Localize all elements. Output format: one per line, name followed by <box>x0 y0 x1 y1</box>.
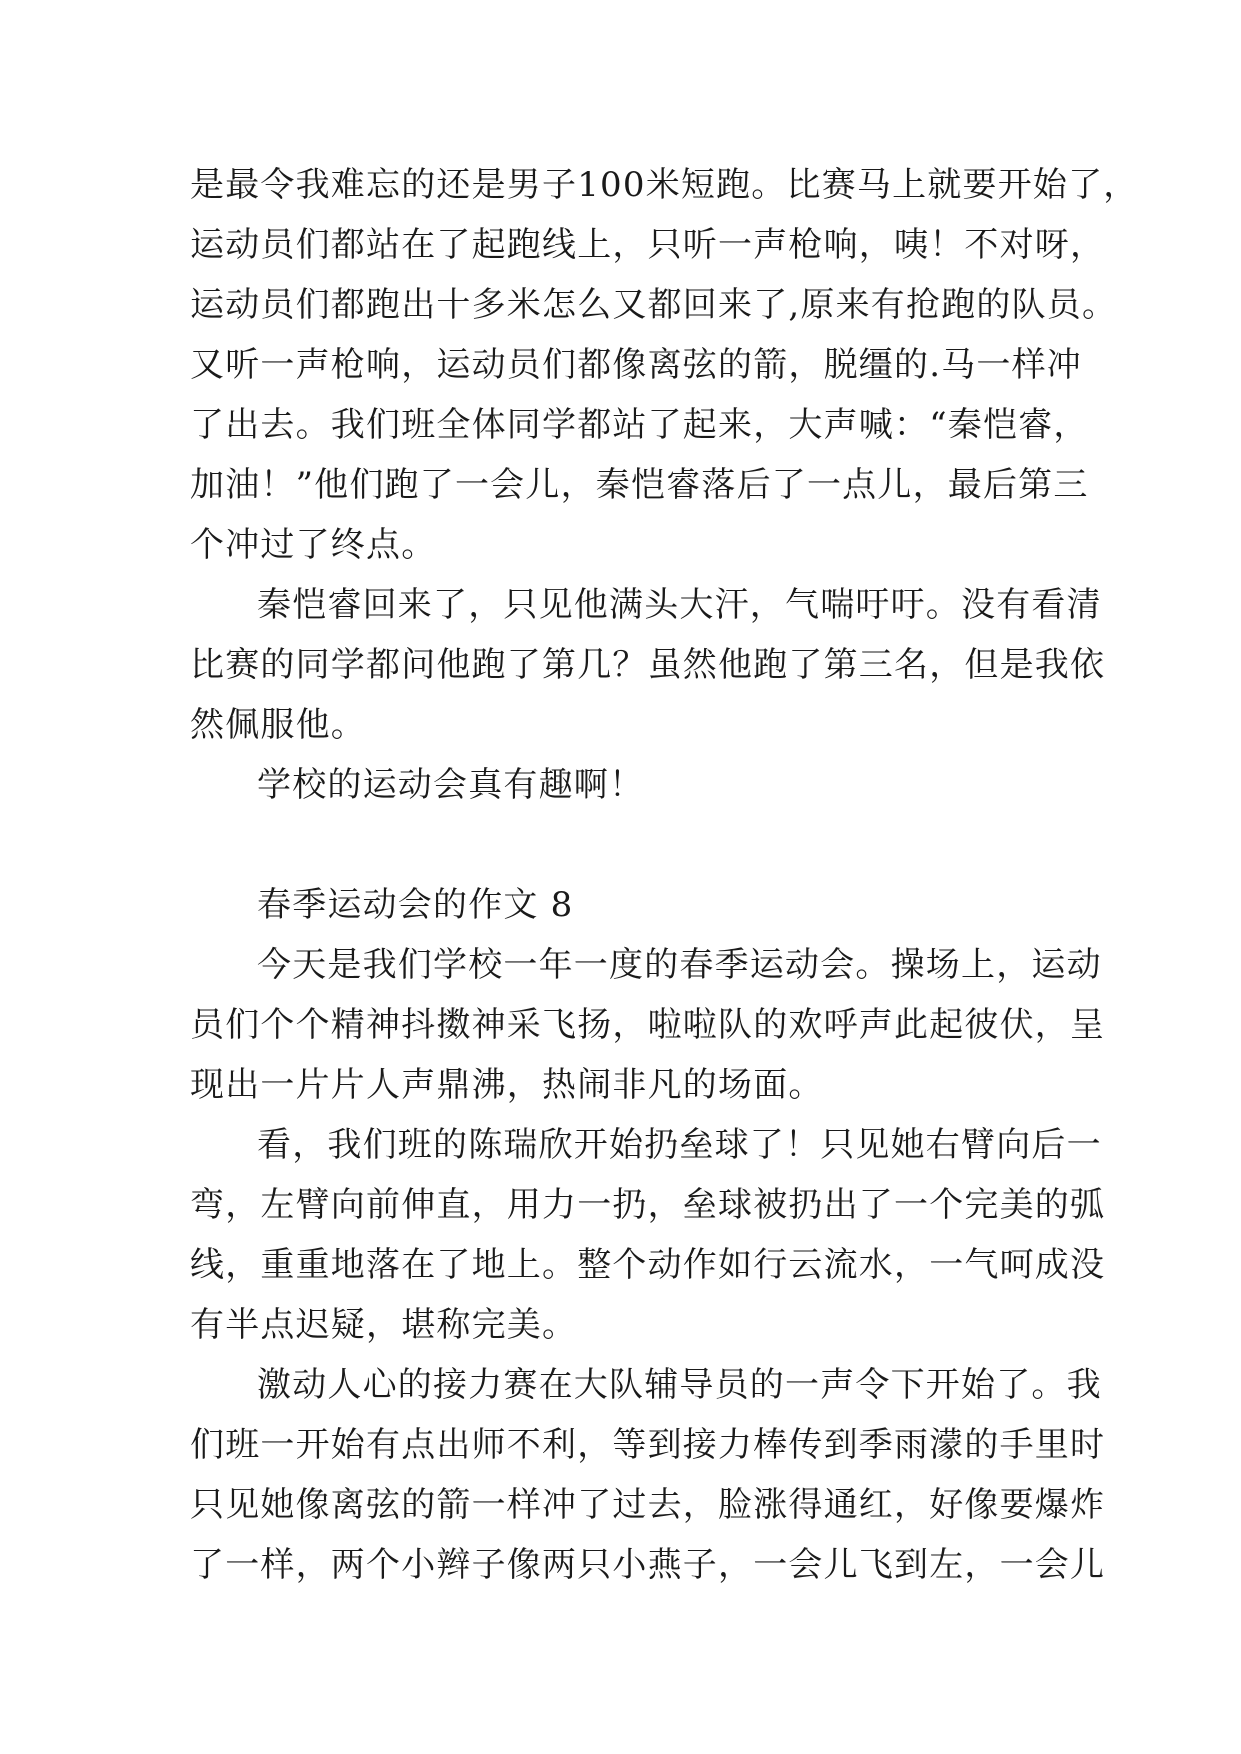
text-line: 们班一开始有点出师不利，等到接力棒传到季雨濛的手里时 <box>190 1425 1106 1465</box>
text-line: 然佩服他。 <box>190 705 366 745</box>
text-line: 激动人心的接力赛在大队辅导员的一声令下开始了。我 <box>257 1365 1102 1405</box>
text-line: 只见她像离弦的箭一样冲了过去，脸涨得通红，好像要爆炸 <box>190 1485 1106 1525</box>
text-line: 运动员们都站在了起跑线上，只听一声枪响，咦！不对呀， <box>190 225 1106 265</box>
text-line: 有半点迟疑，堪称完美。 <box>190 1305 578 1345</box>
text-line: 又听一声枪响，运动员们都像离弦的箭，脱缰的.马一样冲 <box>190 345 1083 385</box>
text-line: 秦恺睿回来了，只见他满头大汗，气喘吁吁。没有看清 <box>257 585 1102 625</box>
text-line: 了一样，两个小辫子像两只小燕子，一会儿飞到左，一会儿 <box>190 1545 1106 1585</box>
text-line: 看，我们班的陈瑞欣开始扔垒球了！只见她右臂向后一 <box>257 1125 1102 1165</box>
text-line: 今天是我们学校一年一度的春季运动会。操场上，运动 <box>257 945 1102 985</box>
text-line: 员们个个精神抖擞神采飞扬，啦啦队的欢呼声此起彼伏，呈 <box>190 1005 1106 1045</box>
text-line: 学校的运动会真有趣啊！ <box>257 765 645 805</box>
text-line: 了出去。我们班全体同学都站了起来，大声喊：“秦恺睿， <box>190 405 1089 445</box>
text-line: 加油！”他们跑了一会儿，秦恺睿落后了一点儿，最后第三 <box>190 465 1089 505</box>
text-line: 个冲过了终点。 <box>190 525 437 565</box>
section-heading: 春季运动会的作文 8 <box>257 885 574 925</box>
text-line: 是最令我难忘的还是男子100米短跑。比赛马上就要开始了， <box>190 165 1139 205</box>
text-line: 线，重重地落在了地上。整个动作如行云流水，一气呵成没 <box>190 1245 1106 1285</box>
text-line: 比赛的同学都问他跑了第几？虽然他跑了第三名，但是我依 <box>190 645 1106 685</box>
text-line: 现出一片片人声鼎沸，热闹非凡的场面。 <box>190 1065 824 1105</box>
text-line: 弯，左臂向前伸直，用力一扔，垒球被扔出了一个完美的弧 <box>190 1185 1106 1225</box>
text-line: 运动员们都跑出十多米怎么又都回来了,原来有抢跑的队员。 <box>190 285 1118 325</box>
